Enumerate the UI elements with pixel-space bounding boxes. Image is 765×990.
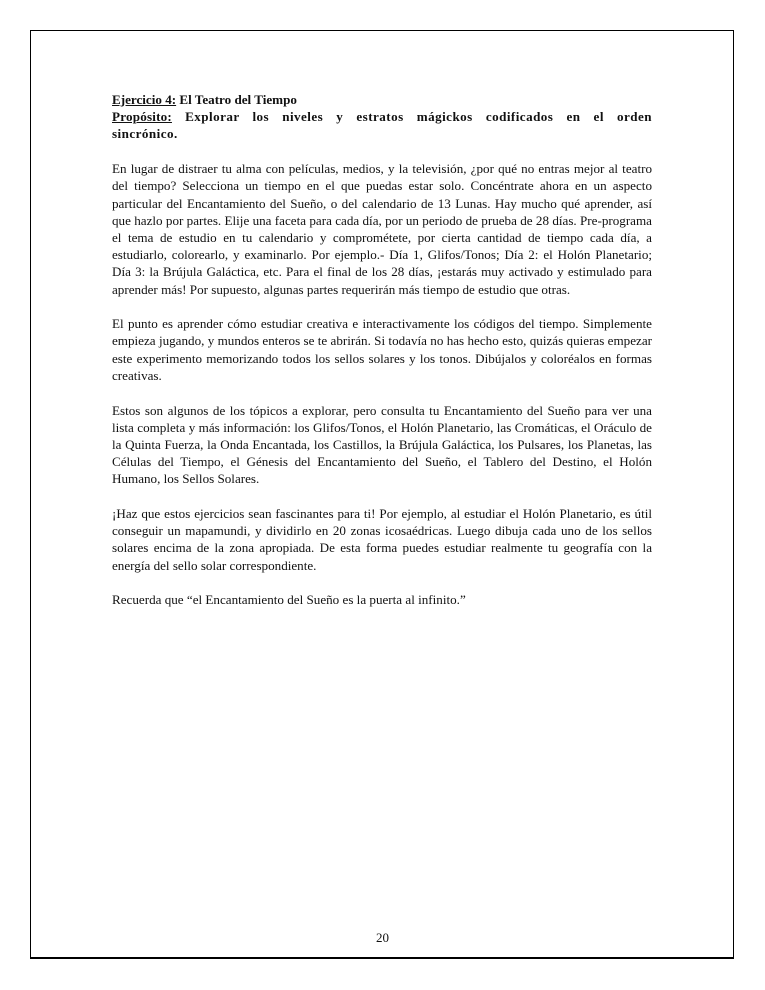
page-number: 20	[376, 930, 389, 945]
exercise-heading	[112, 91, 652, 108]
paragraph-study-plan: En lugar de distraer tu alma con películas, medios, y la televisión, ¿por qué no entras mejor al teatro del tiempo? Selecciona un tiempo en el que puedas estar solo. Concéntrate ahora en un aspecto particular del Encantamiento del Sueño, o del calendario de 13 Lunas. Hay mucho qué aprender, así que hazlo por partes. Elije una faceta para cada día, por un periodo de prueba de 28 días. Pre-programa el tema de estudio en tu calendario y comprométete, por cierta cantidad de tiempo cada día, a estudiarlo, colorearlo, y examinarlo. Por ejemplo.- Día 1, Glifos/Tonos; Día 2: el Holón Planetario; Día 3: la Brújula Galáctica, etc. Para el final de los 28 días, ¡estarás muy activado y estimulado para aprender más! Por supuesto, algunas partes requerirán más tiempo de estudio que otras.	[112, 161, 652, 297]
paragraph-quote: Recuerda que “el Encantamiento del Sueño es la puerta al infinito.”	[112, 592, 466, 608]
exercise-title: El Teatro del Tiempo	[179, 92, 297, 107]
paragraph-example: ¡Haz que estos ejercicios sean fascinantes para ti! Por ejemplo, al estudiar el Holón Planetario, es útil conseguir un mapamundi, y dividirlo en 20 zonas icosaédricas. Luego dibuja cada uno de los sellos solares encima de la zona apropiada. De esta forma puedes estudiar realmente tu geografía con la energía del sello solar correspondiente.	[112, 506, 652, 573]
purpose-label: Propósito:	[112, 109, 172, 125]
exercise-label: Ejercicio 4:	[112, 92, 177, 107]
paragraph-learning: El punto es aprender cómo estudiar creativa e interactivamente los códigos del tiempo. Simplemente empieza jugando, y mundos enteros se te abrirán. Si todavía no has hecho esto, quizás quieras empezar este experimento memorizando todos los sellos solares y los tonos. Dibújalos y coloréalos en formas creativas.	[112, 316, 652, 383]
paragraph-topics: Estos son algunos de los tópicos a explorar, pero consulta tu Encantamiento del Sueño para ver una lista completa y más información: los Glifos/Tonos, el Holón Planetario, las Cromáticas, el Oráculo de la Quinta Fuerza, la Onda Encantada, los Castillos, la Brújula Galáctica, los Pulsares, los Planetas, las Células del Tiempo, el Génesis del Encantamiento del Sueño, el Tablero del Destino, el Holón Humano, los Sellos Solares.	[112, 402, 652, 487]
purpose-text: Explorar los niveles y estratos mágickos codificados en el orden sincrónico.	[112, 109, 652, 142]
purpose-statement	[112, 108, 652, 142]
document-body	[112, 91, 652, 609]
